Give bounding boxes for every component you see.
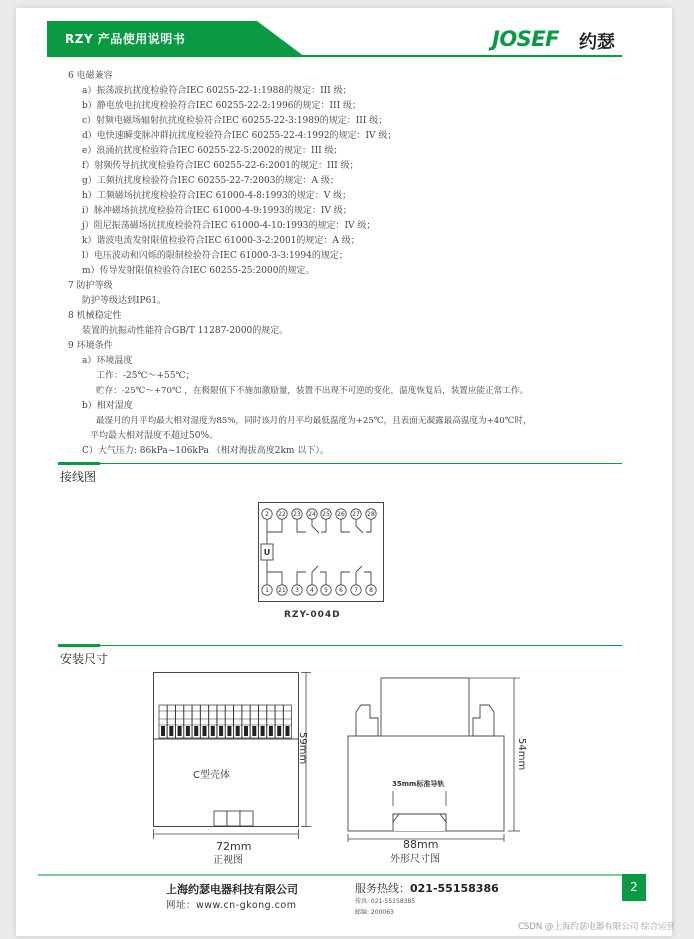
front-body-label: C型壳体 (193, 770, 230, 781)
temp-store: 贮存：-25℃～+70℃ ，在极限值下不施加激励量，装置不出现不可逆的变化，温度恢复后，装置应能正常工作。 (96, 386, 529, 396)
svg-text:6: 6 (339, 587, 343, 595)
svg-text:28: 28 (367, 511, 375, 519)
emc-item: k）谐波电流发射限值检验符合IEC 61000-3-2:2001的规定：A 级； (82, 236, 360, 246)
svg-text:26: 26 (337, 511, 345, 519)
emc-item: c）射频电磁场辐射抗扰度检验符合IEC 60255-22-3:1989的规定：III 级； (82, 116, 388, 126)
humidity-title: b）相对湿度 (82, 401, 133, 411)
side-view-drawing (344, 674, 524, 842)
emc-item: i）脉冲磁场抗扰度检验符合IEC 61000-4-9:1993的规定：IV 级； (82, 206, 352, 216)
rail-label: 35mm标准导轨 (392, 780, 445, 788)
svg-text:21: 21 (278, 587, 286, 595)
svg-text:25: 25 (322, 511, 330, 519)
svg-text:27: 27 (352, 511, 360, 519)
company-name: 上海约瑟电器科技有限公司 (166, 883, 298, 896)
header-rule (300, 55, 622, 57)
temp-title: a）环境温度 (82, 356, 133, 366)
brand-logo-cn: 约瑟 (579, 32, 615, 53)
svg-text:5: 5 (324, 587, 328, 595)
hotline (355, 880, 499, 896)
pressure-line: C）大气压力: 86kPa~106kPa （相对海拔高度2km 以下）。 (82, 446, 329, 456)
emc-item: a）振荡波抗扰度检验符合IEC 60255-22-1:1988的规定：III 级； (82, 86, 352, 96)
svg-text:4: 4 (310, 587, 314, 595)
humidity-line-2: 平均最大相对湿度不超过50%。 (90, 431, 219, 441)
emc-item: j）阻尼振荡磁场抗扰度检验符合IEC 61000-4-10:1993的规定：IV 级； (82, 221, 376, 231)
page-number: 2 (622, 874, 646, 901)
front-height-label: 59mm (297, 732, 308, 765)
svg-text:1: 1 (265, 587, 269, 595)
emc-item: l）电压波动和闪烁的限制检验符合IEC 61000-3-3:1994的规定； (82, 251, 348, 261)
emc-item: g）工频抗扰度检验符合IEC 60255-22-7:2003的规定：A 级； (82, 176, 339, 186)
temp-work: 工作：-25℃～+55℃； (96, 371, 195, 381)
svg-text:3: 3 (295, 587, 299, 595)
svg-text:7: 7 (354, 587, 358, 595)
emc-item: h）工频磁场抗扰度检验符合IEC 61000-4-8:1993的规定：V 级； (82, 191, 352, 201)
section-7-title: 7 防护等级 (68, 281, 113, 291)
emc-item: b）静电放电抗扰度检验符合IEC 60255-22-2:1996的规定：III 级； (82, 101, 361, 111)
svg-text:23: 23 (293, 511, 301, 519)
section-8-title: 8 机械稳定性 (68, 311, 122, 321)
hotline-label: 服务热线： (355, 882, 410, 895)
section-7-body: 防护等级达到IP61。 (82, 296, 167, 306)
svg-text:22: 22 (278, 511, 286, 519)
front-caption: 正视图 (213, 855, 243, 866)
section-rule (58, 463, 622, 464)
front-width-label: 72mm (216, 840, 252, 853)
section-6-title: 6 电磁兼容 (68, 71, 113, 81)
section-rule-accent (58, 644, 100, 647)
section-9-title: 9 环境条件 (68, 341, 113, 351)
svg-text:8: 8 (369, 587, 373, 595)
model-caption: RZY-004D (284, 610, 341, 620)
footer-rule (38, 874, 624, 876)
section-8-body: 装置的抗振动性能符合GB/T 11287-2000的规定。 (82, 326, 289, 336)
side-height-label: 54mm (516, 738, 527, 771)
coil-label: U (263, 548, 271, 557)
humidity-line-1: 最湿月的月平均最大相对湿度为85%，同时该月的月平均最低温度为+25℃，且表面无凝露最高温度为+40℃时， (96, 416, 532, 426)
emc-item: m）传导发射限值检验符合IEC 60255-25:2000的规定。 (82, 266, 315, 276)
emc-item: f）射频传导抗扰度检验符合IEC 60255-22-6:2001的规定：III 级； (82, 161, 359, 171)
dimensions-heading: 安装尺寸 (60, 652, 109, 666)
svg-text:2: 2 (265, 511, 269, 519)
postcode: 邮编: 200063 (355, 909, 394, 916)
svg-text:24: 24 (308, 511, 316, 519)
emc-item: d）电快速瞬变脉冲群抗扰度检验符合IEC 60255-22-4:1992的规定：IV 级； (82, 131, 397, 141)
side-caption: 外形尺寸图 (390, 854, 440, 865)
side-width-label: 88mm (403, 838, 439, 851)
watermark: CSDN @上海约瑟电器有限公司 综合运营 (518, 922, 676, 932)
wiring-heading: 接线图 (60, 470, 97, 484)
doc-title: RZY 产品使用说明书 (65, 32, 186, 46)
section-rule-accent (58, 462, 100, 465)
fax: 传真: 021-55158385 (355, 898, 416, 905)
wiring-diagram (258, 502, 384, 602)
hotline-number: 021-55158386 (410, 882, 499, 895)
brand-logo: JOSEF (492, 27, 559, 51)
website: 网址：www.cn-gkong.com (166, 900, 297, 911)
section-rule (58, 645, 622, 646)
emc-item: e）浪涌抗扰度检验符合IEC 60255-22-5:2002的规定：III 级； (82, 146, 343, 156)
